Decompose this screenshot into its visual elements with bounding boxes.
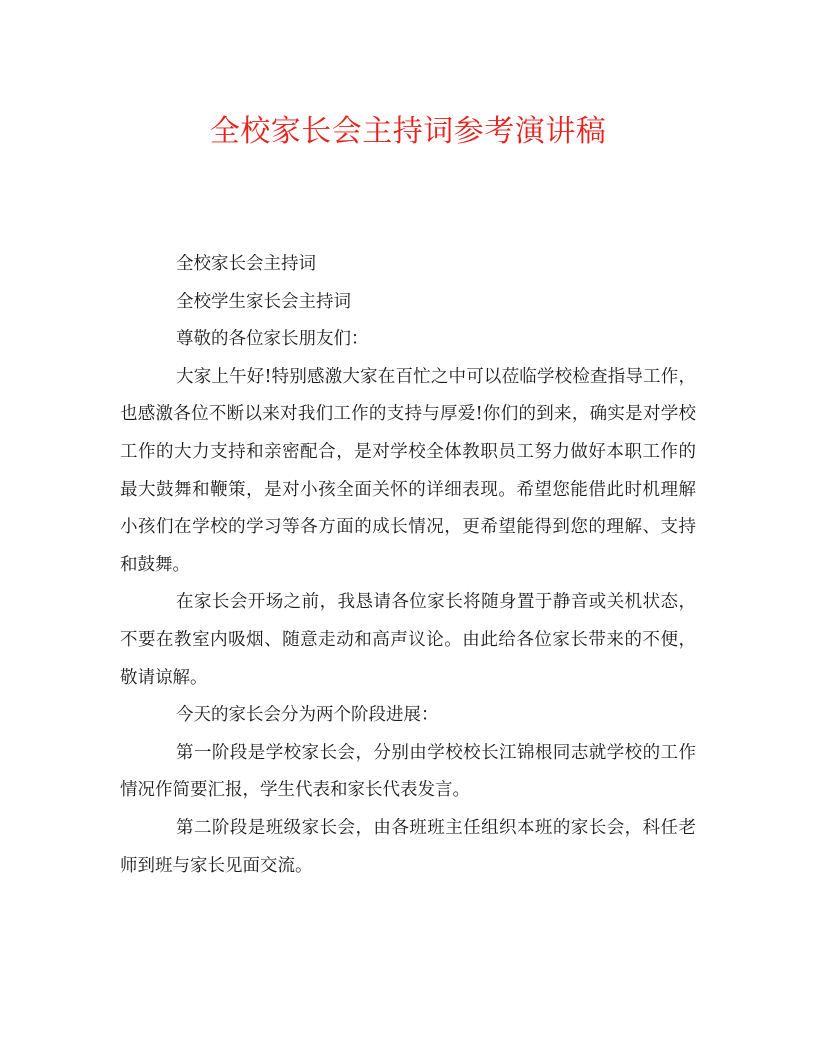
paragraph: 全校学生家长会主持词: [176, 291, 351, 312]
paragraph: 大家上午好!特别感激大家在百忙之中可以莅临学校检查指导工作，也感激各位不断以来对我们工作的支持与厚爱!你们的到来，确实是对学校工作的大力支持和亲密配合，是对学校全体教职员工努力做好本职工作的最大鼓舞和鞭策，是对小孩全面关怀的详细表现。希望您能借此时机理解小孩们在学校的学习等各方面的成长情况，更希望能得到您的理解、支持和鼓舞。: [120, 366, 696, 575]
paragraph: 今天的家长会分为两个阶段进展：: [176, 705, 439, 726]
paragraph: 在家长会开场之前，我恳请各位家长将随身置于静音或关机状态，不要在教室内吸烟、随意走动和高声议论。由此给各位家长带来的不便，敬请谅解。: [120, 592, 696, 688]
paragraph: 第二阶段是班级家长会，由各班班主任组织本班的家长会，科任老师到班与家长见面交流。: [120, 817, 696, 876]
paragraph: 第一阶段是学校家长会，分别由学校校长江锦根同志就学校的工作情况作简要汇报，学生代表和家长代表发言。: [120, 742, 696, 801]
document-title: 全校家长会主持词参考演讲稿: [209, 114, 607, 149]
paragraph: 尊敬的各位家长朋友们：: [176, 329, 369, 350]
document-body: [120, 246, 696, 885]
paragraph: 全校家长会主持词: [176, 254, 316, 274]
